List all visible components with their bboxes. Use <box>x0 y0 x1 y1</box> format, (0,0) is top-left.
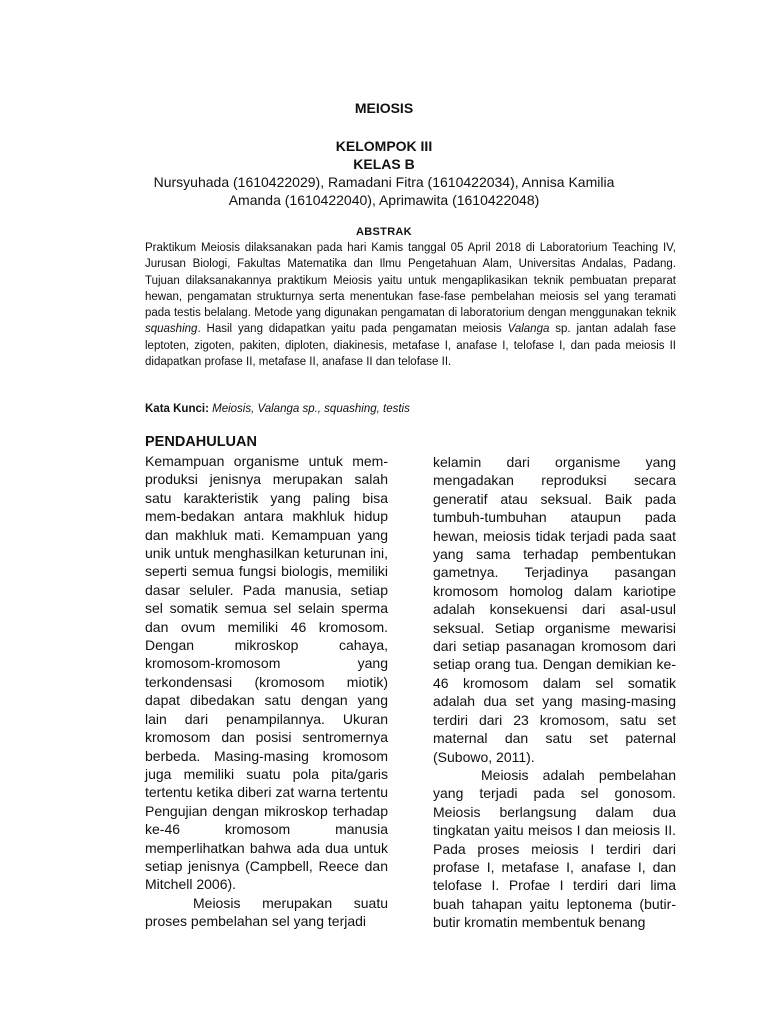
abstract-italic-1: squashing <box>145 323 198 336</box>
section-heading-intro: PENDAHULUAN <box>145 434 257 450</box>
intro-paragraph-2: Meiosis merupakan suatu proses pembelahan sel yang terjadi <box>145 894 388 930</box>
abstract-text-3: sp. jantan adalah fase leptoten, zigoten, pakiten, diploten, diakinesis, metafase I, anafase I, telofase I, dan pada meiosis II didapatkan profase II, metafase II, anafase II dan telofase II. <box>145 323 676 369</box>
abstract-body <box>145 240 676 370</box>
left-column <box>145 452 388 931</box>
intro-paragraph-4: Meiosis adalah pembelahan yang terjadi pada sel gonosom. Meiosis berlangsung dalam dua tingkatan yaitu meisos I dan meiosis II. Pada proses meiosis I terdiri dari profase I, metafase I, anafase I, dan telofase I. Profae I terdiri dari lima buah tahapan yaitu leptonema (butir-butir kromatin membentuk benang <box>433 766 676 931</box>
class-label: KELAS B <box>353 156 415 172</box>
author-list: Nursyuhada (1610422029), Ramadani Fitra (1610422034), Annisa Kamilia Amanda (1610422040), Aprimawita (1610422048) <box>153 174 615 208</box>
abstract-text-1: Praktikum Meiosis dilaksanakan pada hari Kamis tanggal 05 April 2018 di Laboratorium Teaching IV, Jurusan Biologi, Fakultas Matematika dan Ilmu Pengetahuan Alam, Universitas Andalas, Padang. Tujuan dilaksanakannya praktikum Meiosis yaitu untuk mengaplikasikan teknik pembuatan preparat hewan, pengamatan strukturnya serta menentukan fase-fase pembelahan meiosis sel yang teramati pada testis belalang. Metode yang digunakan pengamatan di laboratorium dengan menggunakan teknik <box>145 242 676 320</box>
keywords-value: Meiosis, Valanga sp., squashing, testis <box>212 403 410 415</box>
group-label: KELOMPOK III <box>335 138 433 154</box>
intro-paragraph-3: kelamin dari organisme yang mengadakan reproduksi secara generatif atau seksual. Baik pada tumbuh-tumbuhan ataupun pada hewan, meiosis tidak terjadi pada saat yang sama terhadap pembentukan gametnya. Terjadinya pasangan kromosom homolog dalam kariotipe adalah konsekuensi dari asal-usul seksual. Setiap organisme mewarisi dari setiap pasanagan kromosom dari setiap orang tua. Dengan demikian ke-46 kromosom dalam sel somatik adalah dua set yang masing-masing terdiri dari 23 kromosom, satu set maternal dan satu set paternal (Subowo, 2011). <box>433 454 676 765</box>
group-info <box>0 137 768 173</box>
keywords-label: Kata Kunci: <box>145 403 209 415</box>
paper-title: MEIOSIS <box>354 100 414 116</box>
abstract-heading: ABSTRAK <box>356 226 412 238</box>
abstract-text-2: . Hasil yang didapatkan yaitu pada pengamatan meiosis <box>197 323 508 336</box>
abstract-italic-2: Valanga <box>507 323 550 336</box>
intro-paragraph-1: Kemampuan organisme untuk mem-produksi jenisnya merupakan salah satu karakteristik yang paling bisa mem-bedakan antara makhluk hidup dan makhluk mati. Kemampuan yang unik untuk menghasilkan keturunan ini, seperti semua fungsi biologis, memiliki dasar seluler. Pada manusia, setiap sel somatik semua sel selain sperma dan ovum memiliki 46 kromosom. Dengan mikroskop cahaya, kromosom-kromosom yang terkondensasi (kromosom miotik) dapat dibedakan satu dengan yang lain dari penampilannya. Ukuran kromosom dan posisi sentromernya berbeda. Masing-masing kromosom juga memiliki suatu pola pita/garis tertentu ketika diberi zat warna tertentu Pengujian dengan mikroskop terhadap ke-46 kromosom manusia memperlihatkan bahwa ada dua untuk setiap jenisnya (Campbell, Reece dan Mitchell 2006). <box>145 453 388 893</box>
right-column <box>433 453 676 932</box>
keywords <box>145 403 676 415</box>
